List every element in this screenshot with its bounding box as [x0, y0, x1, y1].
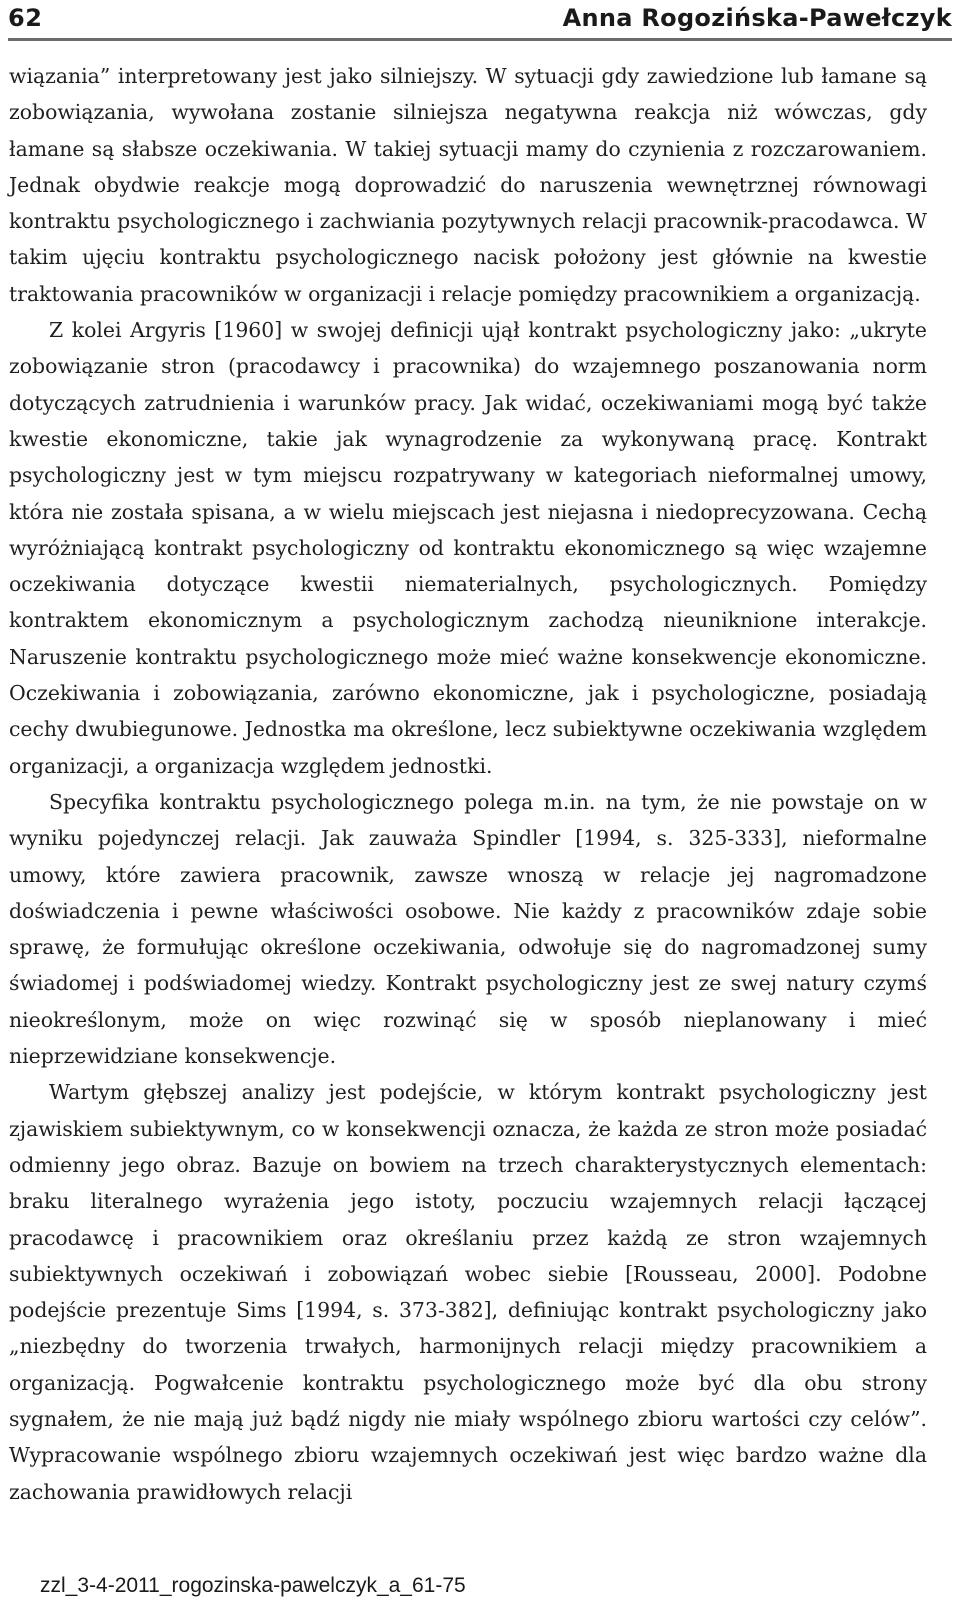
running-title: Anna Rogozińska-Pawełczyk [562, 4, 952, 32]
paragraph-4: Wartym głębszej analizy jest podejście, w którym kontrakt psychologiczny jest zjawiskiem subiektywnym, co w konsekwencji oznacza, że każda ze stron może posiadać odmienny jego obraz. Bazuje on bowiem na trzech charakterystycznych elementach: braku literalnego wyrażenia jego istoty, poczuciu wzajemnych relacji łączącej pracodawcę i pracownikiem oraz określaniu przez każdą ze stron wzajemnych subiektywnych oczekiwań i zobowiązań wobec siebie [Rousseau, 2000]. Podobne podejście prezentuje Sims [1994, s. 373-382], definiując kontrakt psychologiczny jako „niezbędny do tworzenia trwałych, harmonijnych relacji między pracownikiem a organizacją. Pogwałcenie kontraktu psychologicznego może być dla obu strony sygnałem, że nie mają już bądź nigdy nie miały wspólnego zbioru wartości czy celów”. Wypracowanie wspólnego zbioru wzajemnych oczekiwań jest więc bardzo ważne dla zachowania prawidłowych relacji [9, 1080, 927, 1504]
paragraph-1: wiązania” interpretowany jest jako silniejszy. W sytuacji gdy zawiedzione lub łamane są zobowiązania, wywołana zostanie silniejsza negatywna reakcja niż wówczas, gdy łamane są słabsze oczekiwania. W takiej sytuacji mamy do czynienia z rozczarowaniem. Jednak obydwie reakcje mogą doprowadzić do naruszenia wewnętrznej równowagi kontraktu psychologicznego i zachwiania pozytywnych relacji pracownik-pracodawca. W takim ujęciu kontraktu psychologicznego nacisk położony jest głównie na kwestie traktowania pracowników w organizacji i relacje pomiędzy pracownikiem a organizacją. [9, 64, 927, 306]
body-text [9, 58, 927, 1510]
paragraph-2: Z kolei Argyris [1960] w swojej definicji ujął kontrakt psychologiczny jako: „ukryte zobowiązanie stron (pracodawcy i pracownika) do wzajemnego poszanowania norm dotyczących zatrudnienia i warunków pracy. Jak widać, oczekiwaniami mogą być także kwestie ekonomiczne, takie jak wynagrodzenie za wykonywaną pracę. Kontrakt psychologiczny jest w tym miejscu rozpatrywany w kategoriach nieformalnej umowy, która nie została spisana, a w wielu miejscach jest niejasna i niedoprecyzowana. Cechą wyróżniającą kontrakt psychologiczny od kontraktu ekonomicznego są więc wzajemne oczekiwania dotyczące kwestii niematerialnych, psychologicznych. Pomiędzy kontraktem ekonomicznym a psychologicznym zachodzą nieuniknione interakcje. Naruszenie kontraktu psychologicznego może mieć ważne konsekwencje ekonomiczne. Oczekiwania i zobowiązania, zarówno ekonomiczne, jak i psychologiczne, posiadają cechy dwubiegunowe. Jednostka ma określone, lecz subiektywne oczekiwania względem organizacji, a organizacja względem jednostki. [9, 318, 927, 778]
page-header [8, 0, 952, 36]
header-rule [8, 38, 952, 41]
page-number: 62 [8, 4, 43, 32]
page-footer: zzl_3-4-2011_rogozinska-pawelczyk_a_61-75 [40, 1574, 466, 1597]
paragraph-3: Specyfika kontraktu psychologicznego polega m.in. na tym, że nie powstaje on w wyniku pojedynczej relacji. Jak zauważa Spindler [1994, s. 325-333], nieformalne umowy, które zawiera pracownik, zawsze wnoszą w relacje jej nagromadzone doświadczenia i pewne właściwości osobowe. Nie każdy z pracowników zdaje sobie sprawę, że formułując określone oczekiwania, odwołuje się do nagromadzonej sumy świadomej i podświadomej wiedzy. Kontrakt psychologiczny jest ze swej natury czymś nieokreślonym, może on więc rozwinąć się w sposób nieplanowany i mieć nieprzewidziane konsekwencje. [9, 789, 927, 1069]
